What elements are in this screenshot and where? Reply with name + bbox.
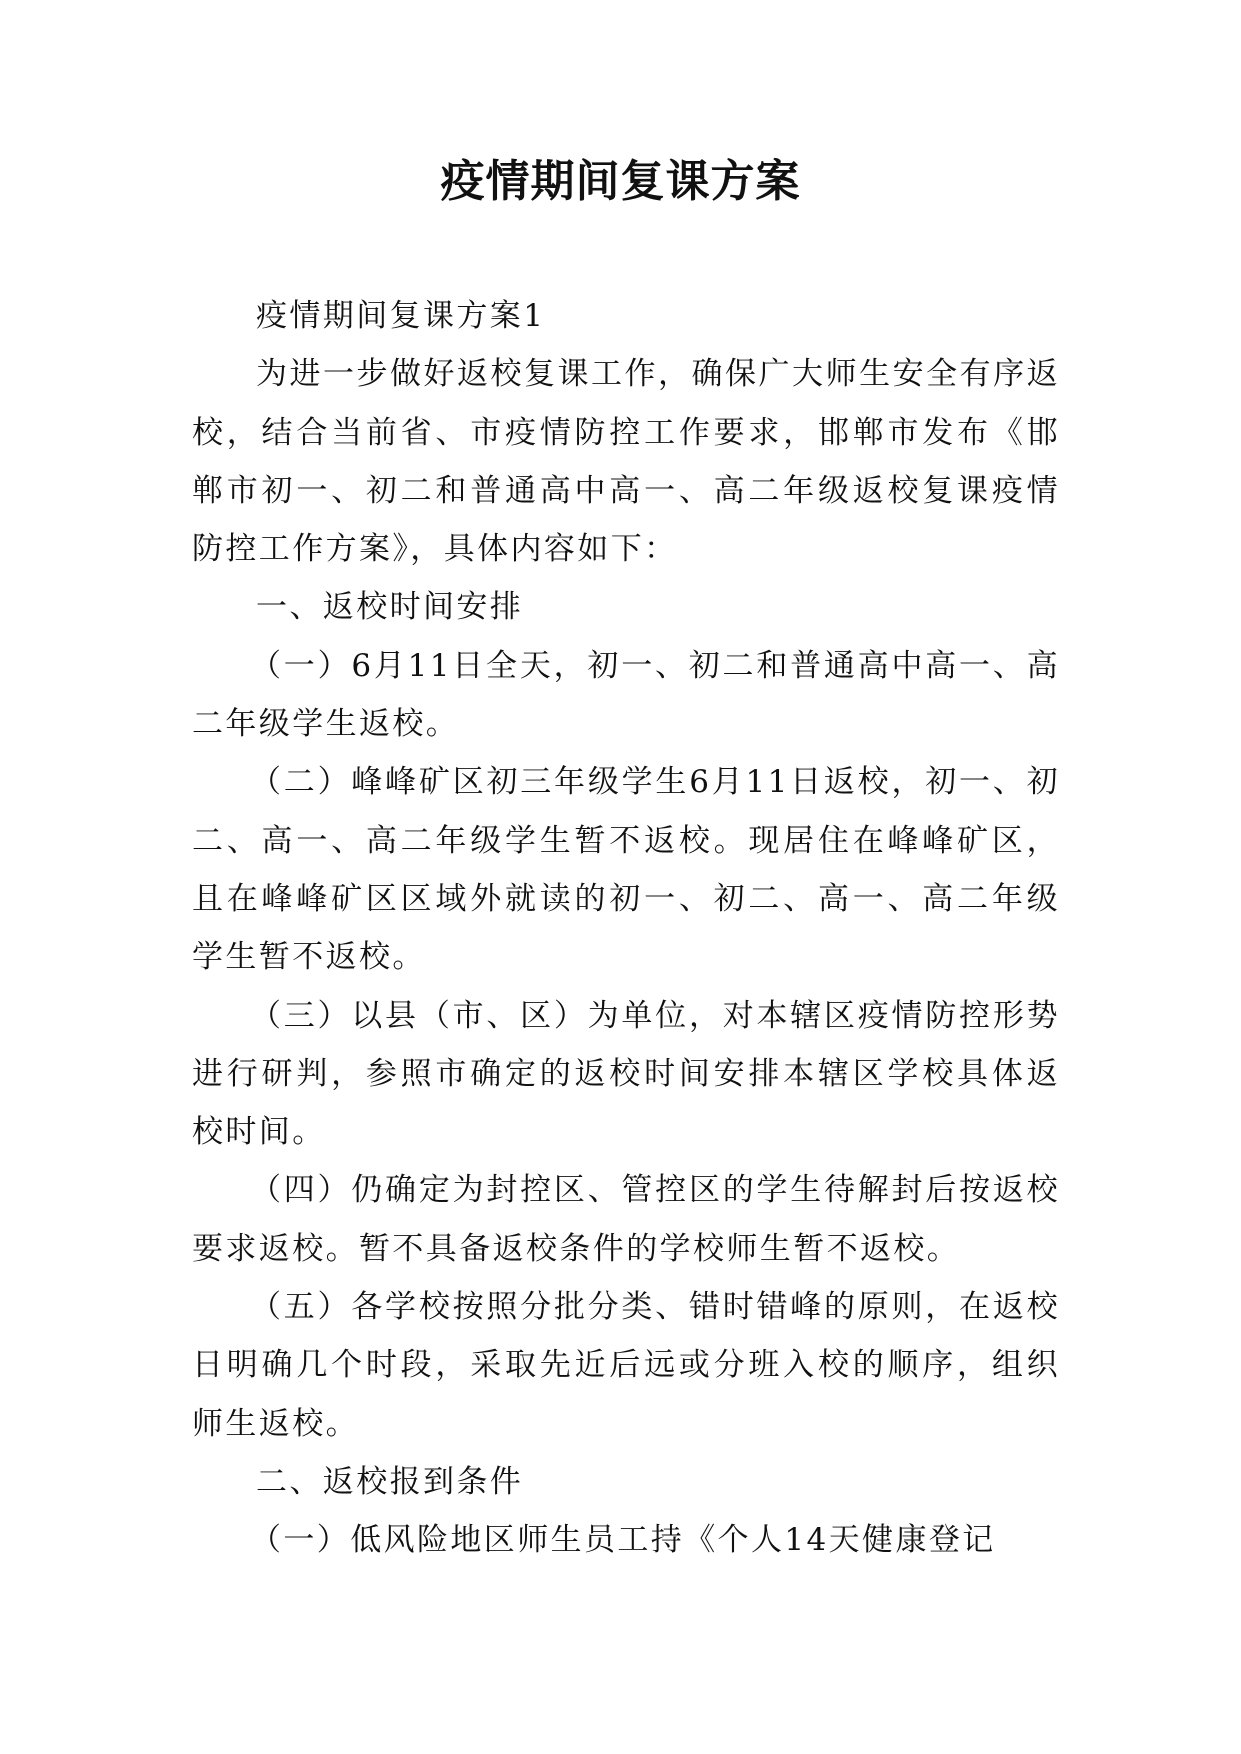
- section-heading-1: 一、返校时间安排: [256, 589, 524, 626]
- paragraph-heading-1: 疫情期间复课方案1: [256, 298, 546, 334]
- document-body: [192, 287, 1060, 1570]
- section-heading-2: 二、返校报到条件: [256, 1463, 524, 1500]
- paragraph-item-5: （五）各学校按照分批分类、错时错峰的原则，在返校日明确几个时段，采取先近后远或分班入校的顺序，组织师生返校。: [192, 1289, 1060, 1442]
- paragraph-item-4: （四）仍确定为封控区、管控区的学生待解封后按返校要求返校。暂不具备返校条件的学校师生暂不返校。: [192, 1172, 1060, 1267]
- paragraph-item-2: （二）峰峰矿区初三年级学生6月11日返校，初一、初二、高一、高二年级学生暂不返校。现居住在峰峰矿区，且在峰峰矿区区域外就读的初一、初二、高一、高二年级学生暂不返校。: [192, 764, 1060, 976]
- paragraph-item-3: （三）以县（市、区）为单位，对本辖区疫情防控形势进行研判，参照市确定的返校时间安排本辖区学校具体返校时间。: [192, 997, 1060, 1151]
- document-title: 疫情期间复课方案: [440, 156, 801, 207]
- paragraph-item-1: （一）6月11日全天，初一、初二和普通高中高一、高二年级学生返校。: [192, 647, 1060, 743]
- paragraph-item-6: （一）低风险地区师生员工持《个人14天健康登记: [250, 1522, 996, 1559]
- paragraph-intro: 为进一步做好返校复课工作，确保广大师生安全有序返校，结合当前省、市疫情防控工作要求，邯郸市发布《邯郸市初一、初二和普通高中高一、高二年级返校复课疫情防控工作方案》，具体内容如下：: [192, 356, 1060, 568]
